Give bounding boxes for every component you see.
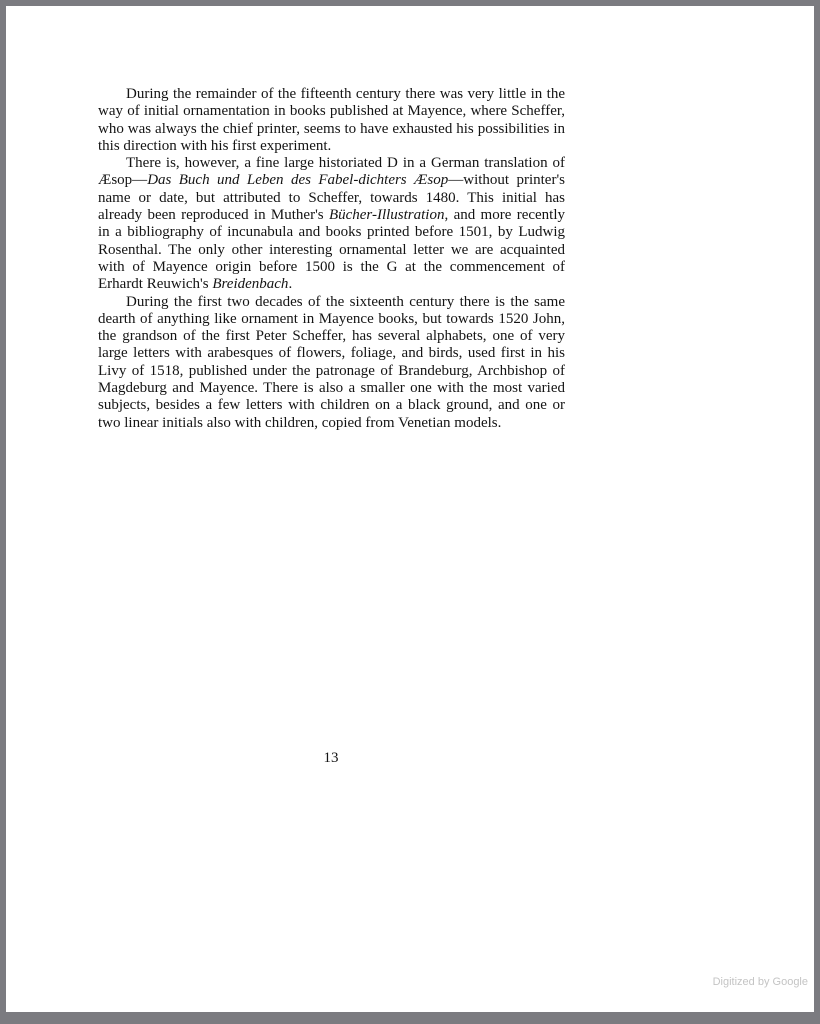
book-title-breidenbach: Breidenbach: [212, 276, 289, 293]
digitized-watermark: Digitized by Google: [712, 976, 808, 988]
book-page: [6, 6, 814, 1012]
paragraph-2-text-d: .: [288, 276, 293, 293]
paragraph-1-text: During the remainder of the fifteenth century there was very little in the way of initial ornamentation in books published at Mayence, where Scheffer, who was always the chief printer, seems to have exhausted his possibilities in this direction with his first experiment.: [98, 86, 565, 154]
paragraph-3-text: During the first two decades of the sixteenth century there is the same dearth of anything like ornament in Mayence books, but towards 1520 John, the grandson of the first Peter Scheffer, has several alphabets, one of very large letters with arabesques of flowers, foliage, and birds, used first in his Livy of 1518, published under the patronage of Brandeburg, Archbishop of Magdeburg and Mayence. There is also a smaller one with the most varied subjects, besides a few letters with children on a black ground, and one or two linear initials also with children, copied from Venetian models.: [98, 293, 565, 431]
paragraph-2-text-c: , and more recently in a bibliography of incunabula and books printed before 1501, by Ludwig Rosenthal. The only other interesting ornamental letter we are acquainted with of Mayence origin before 1500 is the G at the commencement of Erhardt Reuwich's: [98, 207, 566, 293]
paragraph-2-text-b: —without printer's name or date, but attributed to Scheffer, towards 1480. This initial has already been reproduced in Muther's: [98, 172, 565, 224]
page-number: 13: [323, 750, 339, 766]
book-title-buecher-illustration: Bücher-Illustration: [328, 207, 445, 224]
book-title-aesop: Das Buch und Leben des Fabel-dichters Æsop: [147, 172, 449, 189]
paragraph-2: [98, 155, 565, 293]
paragraph-2-text-a: There is, however, a fine large historiated D in a German translation of Æsop—: [98, 155, 565, 189]
paragraph-3: [98, 294, 565, 432]
paragraph-1: [98, 86, 565, 155]
body-text: [98, 86, 565, 432]
